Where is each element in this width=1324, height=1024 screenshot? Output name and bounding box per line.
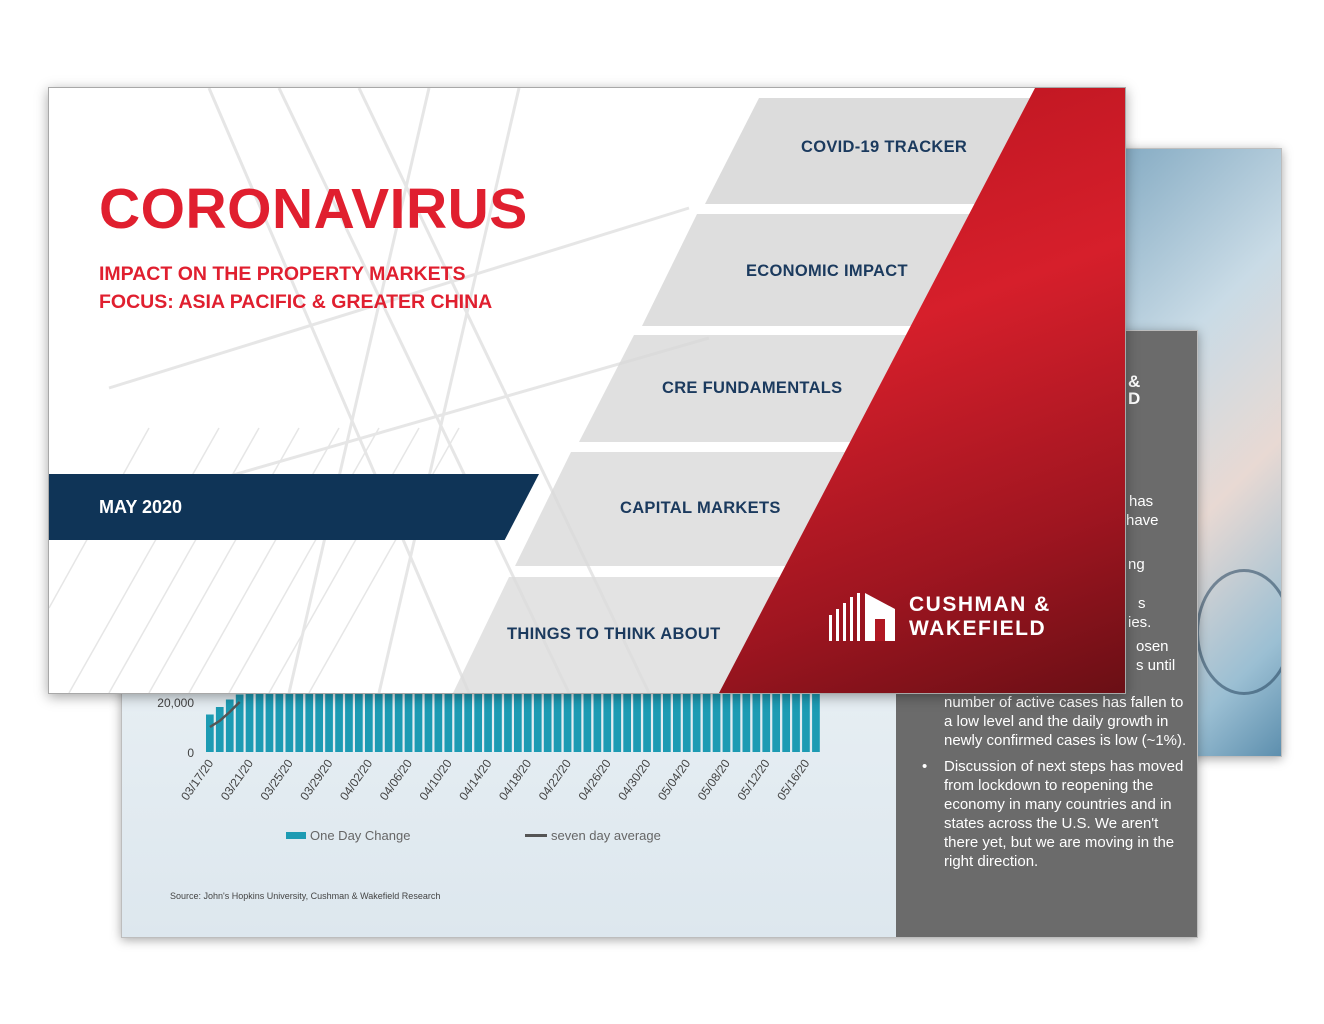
legend-one-day-change [286, 828, 410, 843]
bar [226, 700, 234, 753]
menu-cre-fundamentals[interactable]: CRE FUNDAMENTALS [662, 379, 843, 397]
logo-wordmark [909, 593, 1051, 641]
x-tick-label: 05/16/20 [774, 756, 813, 803]
subtitle-line-1: IMPACT ON THE PROPERTY MARKETS [99, 263, 466, 285]
cover-slide [48, 87, 1126, 694]
x-tick-label: 04/18/20 [496, 756, 535, 803]
y-tick-label: 20,000 [157, 696, 194, 710]
panel-bullets [922, 681, 1192, 871]
panel-text-fragment: ng [1128, 556, 1145, 573]
x-tick-label: 04/22/20 [535, 756, 575, 803]
legend-seven-day-average [525, 828, 661, 843]
x-tick-label: 03/25/20 [257, 756, 296, 803]
building-logo-icon [829, 593, 895, 641]
bullet-text: Discussion of next steps has moved from lockdown to reopening the economy in many countries and in states across the U.S. We aren't there yet, but we are moving in the right direction. [944, 758, 1184, 870]
panel-text-fragment: osen [1136, 638, 1169, 655]
x-tick-label: 03/17/20 [178, 756, 217, 803]
x-tick-label: 03/21/20 [217, 756, 257, 803]
x-tick-label: 04/06/20 [376, 756, 416, 803]
bullet-dot: • [922, 758, 928, 775]
menu-covid-tracker[interactable]: COVID-19 TRACKER [801, 138, 968, 156]
cushman-wakefield-logo [829, 593, 1051, 641]
subtitle-line-2: FOCUS: ASIA PACIFIC & GREATER CHINA [99, 291, 493, 313]
menu-economic-impact[interactable]: ECONOMIC IMPACT [746, 262, 908, 280]
bullet-item [922, 757, 1192, 871]
x-tick-label: 05/12/20 [734, 756, 773, 803]
cover-title: CORONAVIRUS [99, 177, 528, 241]
panel-text-fragment: s until [1136, 657, 1176, 674]
x-tick-label: 05/04/20 [654, 756, 694, 803]
seven-day-average-line [210, 702, 240, 727]
bullet-text: number of active cases has fallen to a low level and the daily growth in newly confirmed cases is low (~1%). [944, 694, 1187, 749]
x-tick-label: 04/26/20 [575, 756, 614, 803]
legend-label-bar: One Day Change [310, 828, 411, 843]
x-tick-label: 04/02/20 [337, 756, 376, 803]
x-tick-label: 04/14/20 [456, 756, 495, 803]
bar [206, 715, 214, 753]
panel-text-fragment: ies. [1128, 614, 1152, 631]
cover-subtitle [99, 260, 492, 316]
menu-things-to-think-about[interactable]: THINGS TO THINK ABOUT [507, 625, 721, 643]
legend-line-swatch [525, 834, 547, 837]
x-tick-label: 04/30/20 [615, 756, 654, 803]
x-tick-label: 05/08/20 [694, 756, 733, 803]
logo-line-1: CUSHMAN & [909, 593, 1051, 616]
legend-label-line: seven day average [551, 828, 661, 843]
panel-text-fragment: has [1129, 493, 1154, 510]
bar [216, 707, 224, 752]
panel-text-fragment: s [1138, 595, 1146, 612]
chart-source-note: Source: John's Hopkins University, Cushman & Wakefield Research [170, 891, 441, 901]
eyeglasses-graphic [1196, 569, 1282, 695]
y-tick-label: 0 [187, 746, 194, 760]
legend-bar-swatch [286, 832, 306, 839]
panel-heading-fragment: & [1128, 372, 1141, 391]
cover-date: MAY 2020 [99, 497, 183, 517]
menu-capital-markets[interactable]: CAPITAL MARKETS [620, 499, 781, 517]
panel-heading-fragment: D [1128, 389, 1141, 408]
panel-text-fragment: have [1126, 512, 1159, 529]
x-tick-label: 03/29/20 [297, 756, 336, 803]
logo-line-2: WAKEFIELD [909, 617, 1047, 640]
x-tick-label: 04/10/20 [416, 756, 455, 803]
